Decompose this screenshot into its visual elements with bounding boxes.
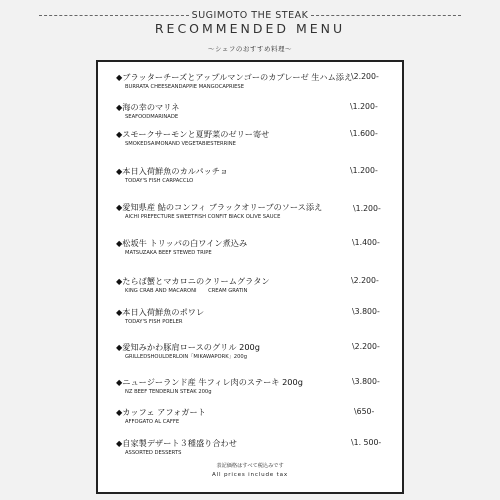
item-price: \3.800- bbox=[352, 377, 380, 386]
item-name-en: SEAFOODMARINADE bbox=[125, 114, 179, 120]
item-name-jp: ◆カッフェ アフォガート bbox=[116, 407, 206, 417]
menu-item bbox=[116, 238, 406, 257]
item-name-jp: ◆たらば蟹とマカロニのクリームグラタン bbox=[116, 276, 270, 286]
menu-item bbox=[116, 102, 406, 121]
item-name-en: AFFOGATO AL CAFFE bbox=[125, 419, 180, 425]
menu-item bbox=[116, 202, 406, 221]
item-name-en: TODAY'S FISH CARPACCLO bbox=[125, 178, 194, 184]
menu-card bbox=[96, 60, 404, 494]
item-name-jp: ◆自家製デザート３種盛り合わせ bbox=[116, 438, 237, 448]
item-price: \650- bbox=[354, 407, 375, 416]
item-name-jp: ◆愛知県産 鮎のコンフィ ブラックオリーブのソース添え bbox=[116, 202, 323, 212]
menu-item bbox=[116, 276, 406, 295]
item-name-jp: ◆スモークサーモンと夏野菜のゼリー寄せ bbox=[116, 129, 270, 139]
item-name-jp: ◆海の幸のマリネ bbox=[116, 102, 180, 112]
tax-note-jp: 表記価格はすべて税込みです bbox=[216, 463, 284, 469]
menu-title: RECOMMENDED MENU bbox=[154, 21, 346, 36]
menu-item bbox=[116, 407, 406, 426]
item-name-jp: ◆愛知みかわ豚肩ロースのグリル 200g bbox=[116, 342, 260, 352]
left-dashed-rule bbox=[39, 15, 189, 16]
item-name-en: TODAY'S FISH POELER bbox=[125, 319, 183, 325]
tax-note-en: All prices include tax bbox=[212, 472, 288, 478]
item-price: \2.200- bbox=[351, 276, 379, 285]
item-price: \1. 500- bbox=[351, 438, 382, 447]
item-price: \3.800- bbox=[352, 307, 380, 316]
menu-item bbox=[116, 72, 406, 91]
menu-item bbox=[116, 129, 406, 148]
menu-item bbox=[116, 377, 406, 396]
item-name-en: NZ BEEF TENDERLIN STEAK 200g bbox=[125, 389, 212, 395]
item-price: \1.200- bbox=[350, 102, 378, 111]
item-name-jp: ◆本日入荷鮮魚のカルパッチョ bbox=[116, 166, 228, 176]
menu-header bbox=[0, 0, 500, 62]
item-name-en: KING CRAB AND MACARONI CREAM GRATIN bbox=[125, 288, 248, 294]
item-name-jp: ◆ニュージーランド産 牛フィレ肉のステーキ 200g bbox=[116, 377, 303, 387]
brand-name: SUGIMOTO THE STEAK bbox=[191, 10, 309, 21]
brand-row bbox=[0, 10, 500, 21]
item-price: \2.200- bbox=[351, 72, 379, 81]
menu-item bbox=[116, 342, 406, 361]
item-price: \1.200- bbox=[353, 204, 381, 213]
item-name-en: ASSORTED DESSERTS bbox=[125, 450, 182, 456]
item-name-en: SMOKEDSAIMONAND VEGETABIESTERRINE bbox=[125, 141, 236, 147]
menu-item bbox=[116, 166, 406, 185]
right-dashed-rule bbox=[311, 15, 461, 16]
menu-subtitle: 〜シェフのおすすめ料理〜 bbox=[208, 45, 292, 53]
item-price: \2.200- bbox=[352, 342, 380, 351]
item-name-en: MATSUZAKA BEEF STEWED TRIPE bbox=[125, 250, 212, 256]
item-name-en: GRILLEDSHOULDERLOIN「MIKAWAPORK」200g bbox=[125, 354, 248, 360]
item-name-jp: ◆ブラッターチーズとアップルマンゴーのカプレーゼ 生ハム添え bbox=[116, 72, 353, 82]
item-price: \1.600- bbox=[350, 129, 378, 138]
item-name-en: AICHI PREFECTURE SWEETFISH CONFIT BIACK OLIVE SAUCE bbox=[125, 214, 281, 220]
item-price: \1.400- bbox=[352, 238, 380, 247]
menu-item bbox=[116, 307, 406, 326]
menu-item bbox=[116, 438, 406, 457]
item-name-jp: ◆松坂牛 トリッパの白ワイン煮込み bbox=[116, 238, 248, 248]
item-name-en: BURRATA CHEESEANDAPPIE MANGOCAPRIESE bbox=[125, 84, 244, 90]
item-name-jp: ◆本日入荷鮮魚のポワレ bbox=[116, 307, 205, 317]
item-price: \1.200- bbox=[350, 166, 378, 175]
